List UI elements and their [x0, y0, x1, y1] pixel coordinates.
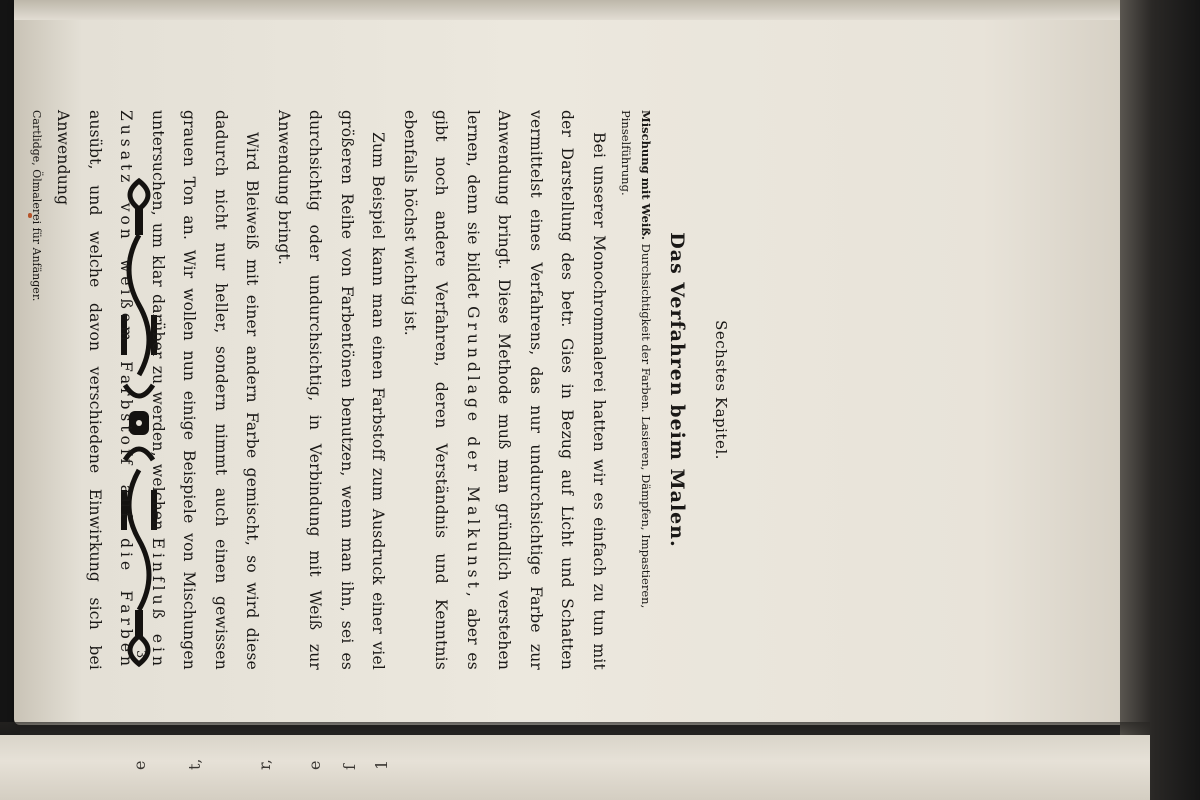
- page-top-edge: [14, 0, 1154, 20]
- spaced-emphasis: Grundlage der Malkunst,: [464, 306, 482, 601]
- page-footer: [30, 110, 43, 440]
- paragraph-text: Bei unserer Monochrommalerei hatten wir es einfach zu tun mit der Darstellung des betr. Gies in Bezug auf Licht und Schatten vermittelst eines Verfahrens, das nur undurchsichtige Farbe zur Anwendung bringt. Diese Methode muß man gründlich verstehen lernen, denn sie bildet: [464, 110, 608, 670]
- paragraph-text: aber es gibt noch andere Verfahren, deren Verständnis und Kenntnis ebenfalls höchst wichtig ist.: [401, 110, 482, 670]
- summary-bold: Mischung mit Weiß.: [639, 110, 653, 240]
- footer-signature: Cartlidge, Ölmalerei für Anfänger.: [30, 110, 43, 302]
- paragraph: [47, 110, 268, 670]
- rotated-text-block: [30, 110, 730, 670]
- page-column: [30, 110, 730, 670]
- chapter-label: Sechstes Kapitel.: [712, 320, 730, 460]
- facing-page-glyph: e: [130, 760, 149, 770]
- book-cover-edge: [1120, 0, 1200, 800]
- paragraph: Zum Beispiel kann man einen Farbstoff zum Ausdruck einer viel größeren Reihe von Farbentönen benutzen, wenn man ihn, sei es durchsichtig oder undurchsichtig, in Verbindung mit Weiß zur Anwendung bringt.: [275, 110, 388, 670]
- facing-page-glyph: 1: [372, 759, 391, 770]
- paragraph: [394, 110, 615, 670]
- body-text: [47, 110, 614, 670]
- paragraph-text: ausübt, und welche davon verschiedene Einwirkung sich bei Anwendung: [54, 110, 104, 670]
- gutter-shadow: [0, 722, 1150, 736]
- facing-page-glyph: e: [305, 760, 324, 770]
- summary-text: Durchsichtigkeit der Farben. Lasieren, Dämpfen, Impastieren, Pinselführung.: [619, 110, 653, 609]
- facing-page-glyph: t,: [185, 758, 204, 770]
- facing-page-glyph: r,: [255, 759, 274, 770]
- spaced-emphasis: Einfluß ein Zusatz von weißem Farbstoff auf die Farben: [117, 110, 167, 670]
- page-number: 3: [133, 650, 148, 659]
- chapter-title: Das Verfahren beim Malen.: [666, 232, 688, 548]
- paragraph-text: Wird Bleiweiß mit einer andern Farbe gemischt, so wird diese dadurch nicht nur heller, sondern nimmt auch einen gewissen grauen Ton an. Wir wollen nun einige Beispiele von Mischungen untersuchen, um klar darüber zu werden, welchen: [149, 110, 262, 670]
- facing-page-glyph: ſ: [340, 764, 359, 770]
- facing-page: [0, 735, 1150, 800]
- chapter-summary: [616, 110, 656, 670]
